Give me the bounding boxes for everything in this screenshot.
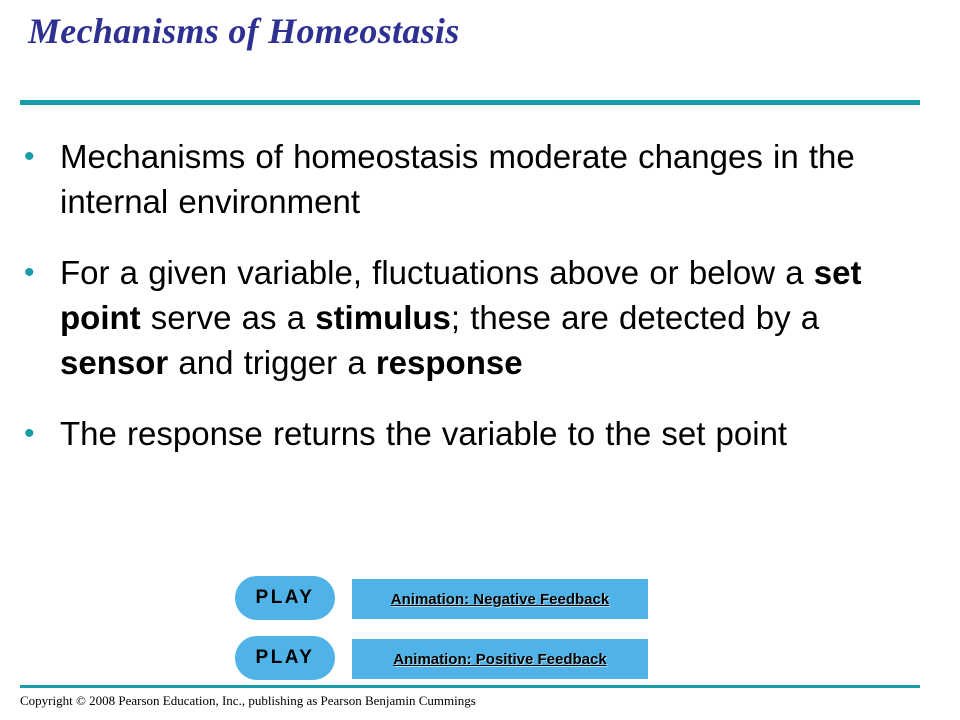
bullet-text-segment: ; these are detected by a [450, 299, 820, 336]
bullet-text-segment: Mechanisms of homeostasis moderate changes in the internal environment [60, 138, 855, 220]
bullet-text-segment: and trigger a [168, 344, 376, 381]
bullet-dot-icon: • [24, 256, 35, 289]
bullet-dot-icon: • [24, 140, 35, 173]
term-response: response [375, 344, 523, 381]
footer-divider [20, 685, 920, 688]
bullet-item [22, 250, 922, 385]
bullet-dot-icon: • [24, 417, 35, 450]
title-divider [20, 100, 920, 105]
negative-feedback-animation-link[interactable]: Animation: Negative Feedback [352, 579, 648, 619]
term-sensor: sensor [60, 344, 169, 381]
play-positive-feedback-button[interactable]: PLAY [235, 636, 335, 680]
bullet-list [22, 134, 922, 456]
bullet-item [22, 411, 922, 456]
copyright-notice: Copyright © 2008 Pearson Education, Inc., publishing as Pearson Benjamin Cummings [20, 693, 476, 708]
term-set-point: set point [60, 254, 862, 336]
slide-title: Mechanisms of Homeostasis [28, 11, 460, 51]
positive-feedback-animation-link[interactable]: Animation: Positive Feedback [352, 639, 648, 679]
play-negative-feedback-button[interactable]: PLAY [235, 576, 335, 620]
bullet-text-segment: serve as a [140, 299, 316, 336]
bullet-text-segment: The response returns the variable to the set point [60, 415, 788, 452]
bullet-text-segment: For a given variable, fluctuations above or below a [60, 254, 814, 291]
bullet-item [22, 134, 922, 224]
term-stimulus: stimulus [315, 299, 451, 336]
